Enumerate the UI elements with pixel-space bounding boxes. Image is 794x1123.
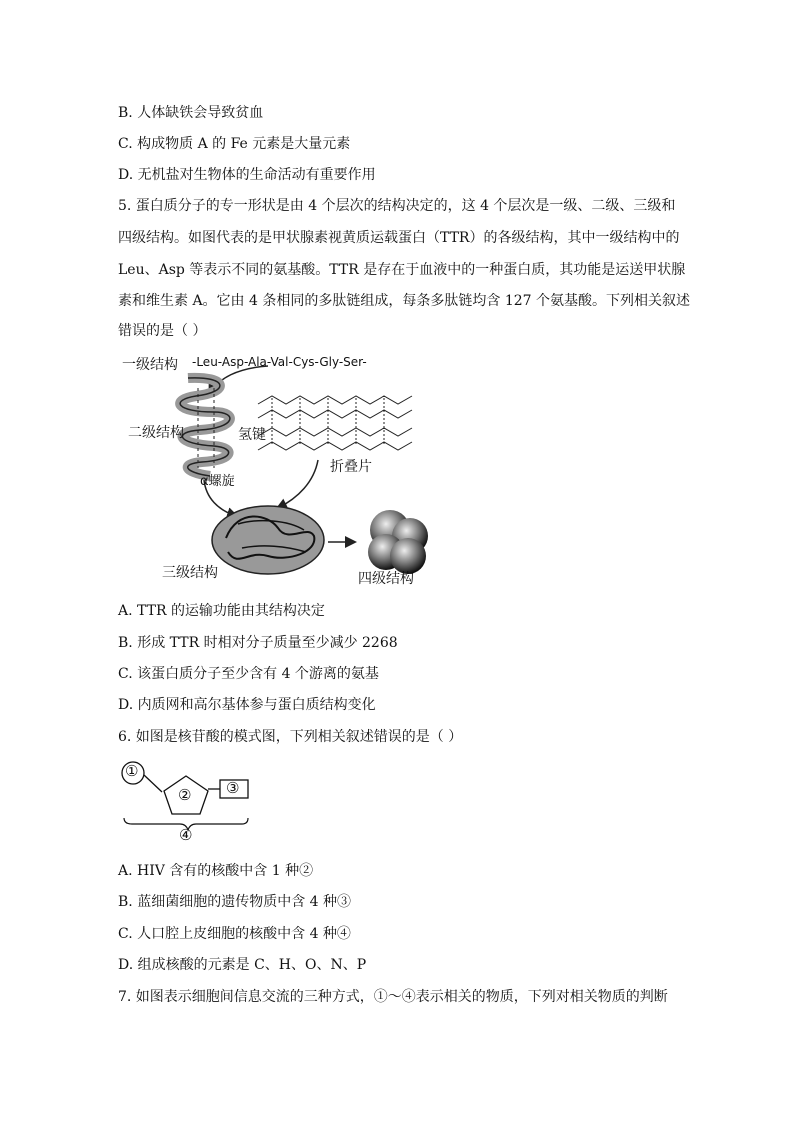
q4-option-b: B. 人体缺铁会导致贫血 [118, 105, 264, 121]
q6-option-c: C. 人口腔上皮细胞的核酸中含 4 种④ [118, 926, 351, 942]
pleated-sheet-icon [258, 396, 412, 450]
protein-structure-figure [118, 348, 438, 590]
q6-option-b: B. 蓝细菌细胞的遗传物质中含 4 种③ [118, 894, 351, 910]
hydrogen-bond-label: 氢键 [238, 427, 266, 443]
protein-structure-drawing [118, 348, 438, 590]
q6-stem: 6. 如图是核苷酸的模式图，下列相关叙述错误的是（ ） [118, 729, 463, 745]
arrow-sheet-to-tertiary [278, 460, 318, 508]
q6-option-d: D. 组成核酸的元素是 C、H、O、N、P [118, 957, 367, 973]
amino-acid-sequence: -Leu-Asp-Ala-Val-Cys-Gly-Ser- [192, 355, 367, 369]
tertiary-structure-icon [212, 506, 324, 574]
q5-option-c: C. 该蛋白质分子至少含有 4 个游离的氨基 [118, 666, 379, 682]
q5-option-b: B. 形成 TTR 时相对分子质量至少减少 2268 [118, 635, 398, 651]
pleated-sheet-label: 折叠片 [330, 459, 372, 475]
q4-option-d: D. 无机盐对生物体的生命活动有重要作用 [118, 167, 376, 183]
label-4: ④ [179, 826, 193, 844]
q5-stem-line-5: 错误的是（ ） [118, 323, 207, 339]
q7-stem: 7. 如图表示细胞间信息交流的三种方式，①～④表示相关的物质，下列对相关物质的判断 [118, 989, 668, 1005]
secondary-structure-label: 二级结构 [128, 425, 184, 441]
q4-option-c: C. 构成物质 A 的 Fe 元素是大量元素 [118, 136, 351, 152]
quaternary-structure-icon [368, 510, 428, 574]
label-3: ③ [226, 779, 240, 797]
q5-option-a: A. TTR 的运输功能由其结构决定 [118, 603, 325, 619]
q5-stem-line-2: 四级结构。如图代表的是甲状腺素视黄质运载蛋白（TTR）的各级结构，其中一级结构中的 [118, 230, 680, 246]
primary-structure-label: 一级结构 [122, 357, 178, 373]
quaternary-structure-label: 四级结构 [358, 571, 414, 587]
tertiary-structure-label: 三级结构 [162, 565, 218, 581]
q5-stem-line-4: 素和维生素 A。它由 4 条相同的多肽链组成，每条多肽链均含 127 个氨基酸。下列相关叙述 [118, 293, 690, 309]
q5-stem-line-1: 5. 蛋白质分子的专一形状是由 4 个层次的结构决定的，这 4 个层次是一级、二级、三级和 [118, 198, 676, 214]
nucleotide-figure [118, 758, 258, 846]
q5-option-d: D. 内质网和高尔基体参与蛋白质结构变化 [118, 697, 376, 713]
label-2: ② [178, 786, 192, 804]
alpha-helix-label: α螺旋 [200, 474, 235, 489]
label-1: ① [125, 762, 139, 780]
q5-stem-line-3: Leu、Asp 等表示不同的氨基酸。TTR 是存在于血液中的一种蛋白质，其功能是运送甲状腺 [118, 262, 686, 278]
q6-option-a: A. HIV 含有的核酸中含 1 种② [118, 863, 314, 879]
alpha-helix-icon [180, 378, 230, 476]
